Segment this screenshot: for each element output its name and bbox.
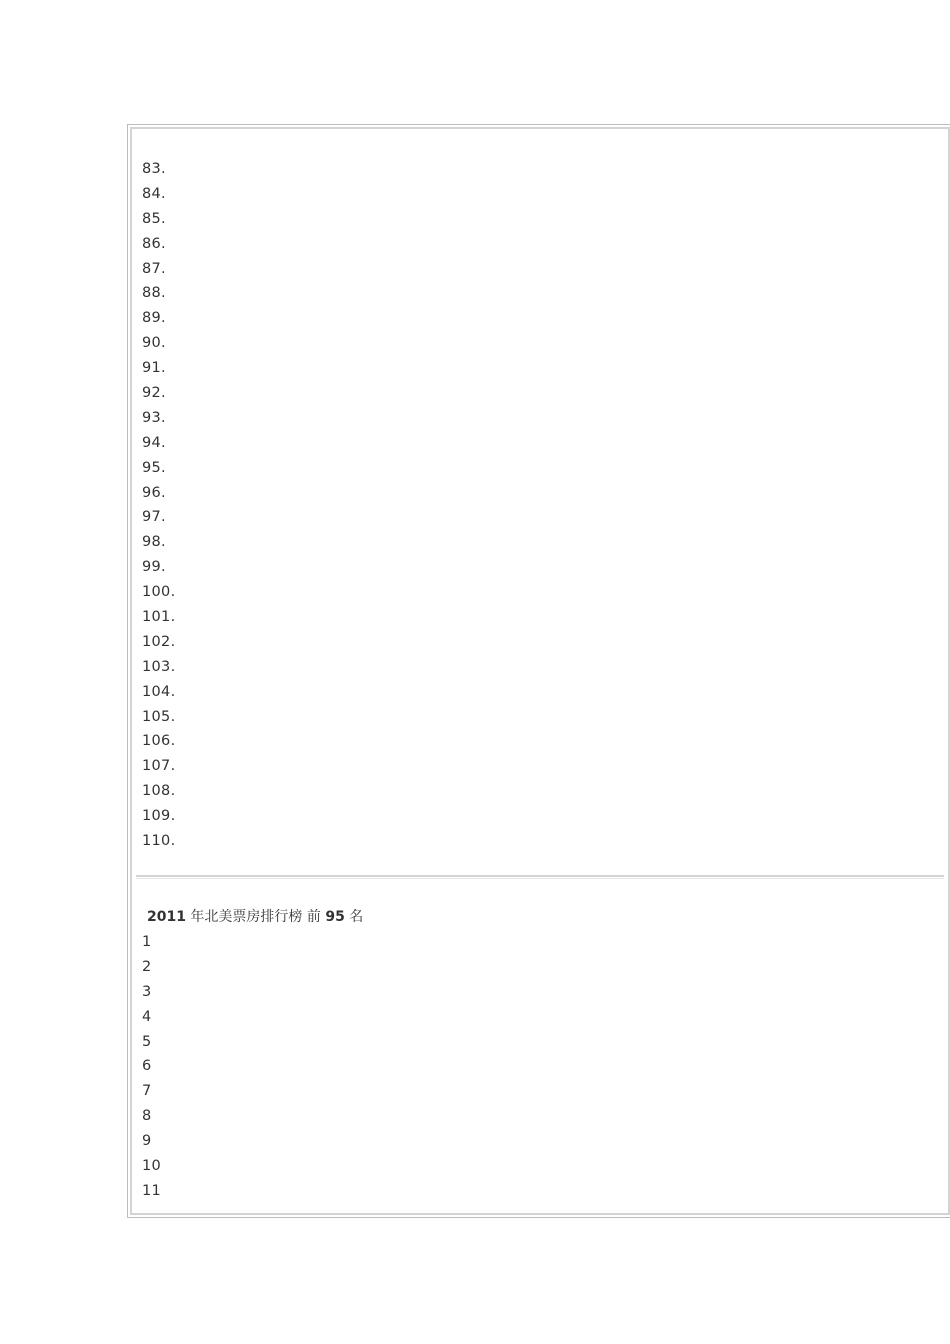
list-item: 108. (142, 783, 176, 800)
list-item: 5 (142, 1033, 152, 1050)
list-item: 89. (142, 310, 166, 327)
list-item: 2 (142, 958, 152, 975)
table-cell-frame (130, 127, 950, 1215)
list-item: 9 (142, 1133, 152, 1150)
numbered-list-bottom (142, 930, 161, 1204)
row-divider (136, 875, 944, 879)
list-item: 95. (142, 459, 166, 476)
list-item: 109. (142, 808, 176, 825)
ranking-title-text: 年北美票房排行榜 前 (185, 909, 321, 925)
list-item: 104. (142, 683, 176, 700)
list-item: 4 (142, 1008, 152, 1025)
list-item: 110. (142, 833, 176, 850)
list-item: 86. (142, 235, 166, 252)
numbered-list-top (142, 157, 176, 854)
list-item: 103. (142, 658, 176, 675)
ranking-year: 2011 (147, 909, 186, 925)
ranking-count: 95 (325, 909, 345, 925)
list-item: 97. (142, 509, 166, 526)
list-item: 10 (142, 1158, 162, 1175)
list-item: 99. (142, 559, 166, 576)
list-item: 88. (142, 285, 166, 302)
list-item: 102. (142, 633, 176, 650)
list-item: 7 (142, 1083, 152, 1100)
list-item: 93. (142, 409, 166, 426)
list-item: 100. (142, 584, 176, 601)
list-item: 90. (142, 335, 166, 352)
list-item: 85. (142, 210, 166, 227)
list-item: 98. (142, 534, 166, 551)
list-item: 106. (142, 733, 176, 750)
content-table (127, 124, 950, 1218)
list-item: 8 (142, 1108, 152, 1125)
list-item: 83. (142, 161, 166, 177)
list-item: 11 (142, 1182, 162, 1199)
list-item: 105. (142, 708, 176, 725)
list-item: 101. (142, 609, 176, 626)
list-item: 91. (142, 360, 166, 377)
list-item: 107. (142, 758, 176, 775)
list-item: 3 (142, 983, 152, 1000)
list-item: 92. (142, 385, 166, 402)
list-item: 96. (142, 484, 166, 501)
list-item: 6 (142, 1058, 152, 1075)
ranking-title (147, 905, 363, 930)
list-item: 87. (142, 260, 166, 277)
ranking-title-suffix: 名 (344, 909, 364, 925)
list-item: 84. (142, 185, 166, 202)
list-item: 1 (142, 934, 152, 950)
list-item: 94. (142, 434, 166, 451)
